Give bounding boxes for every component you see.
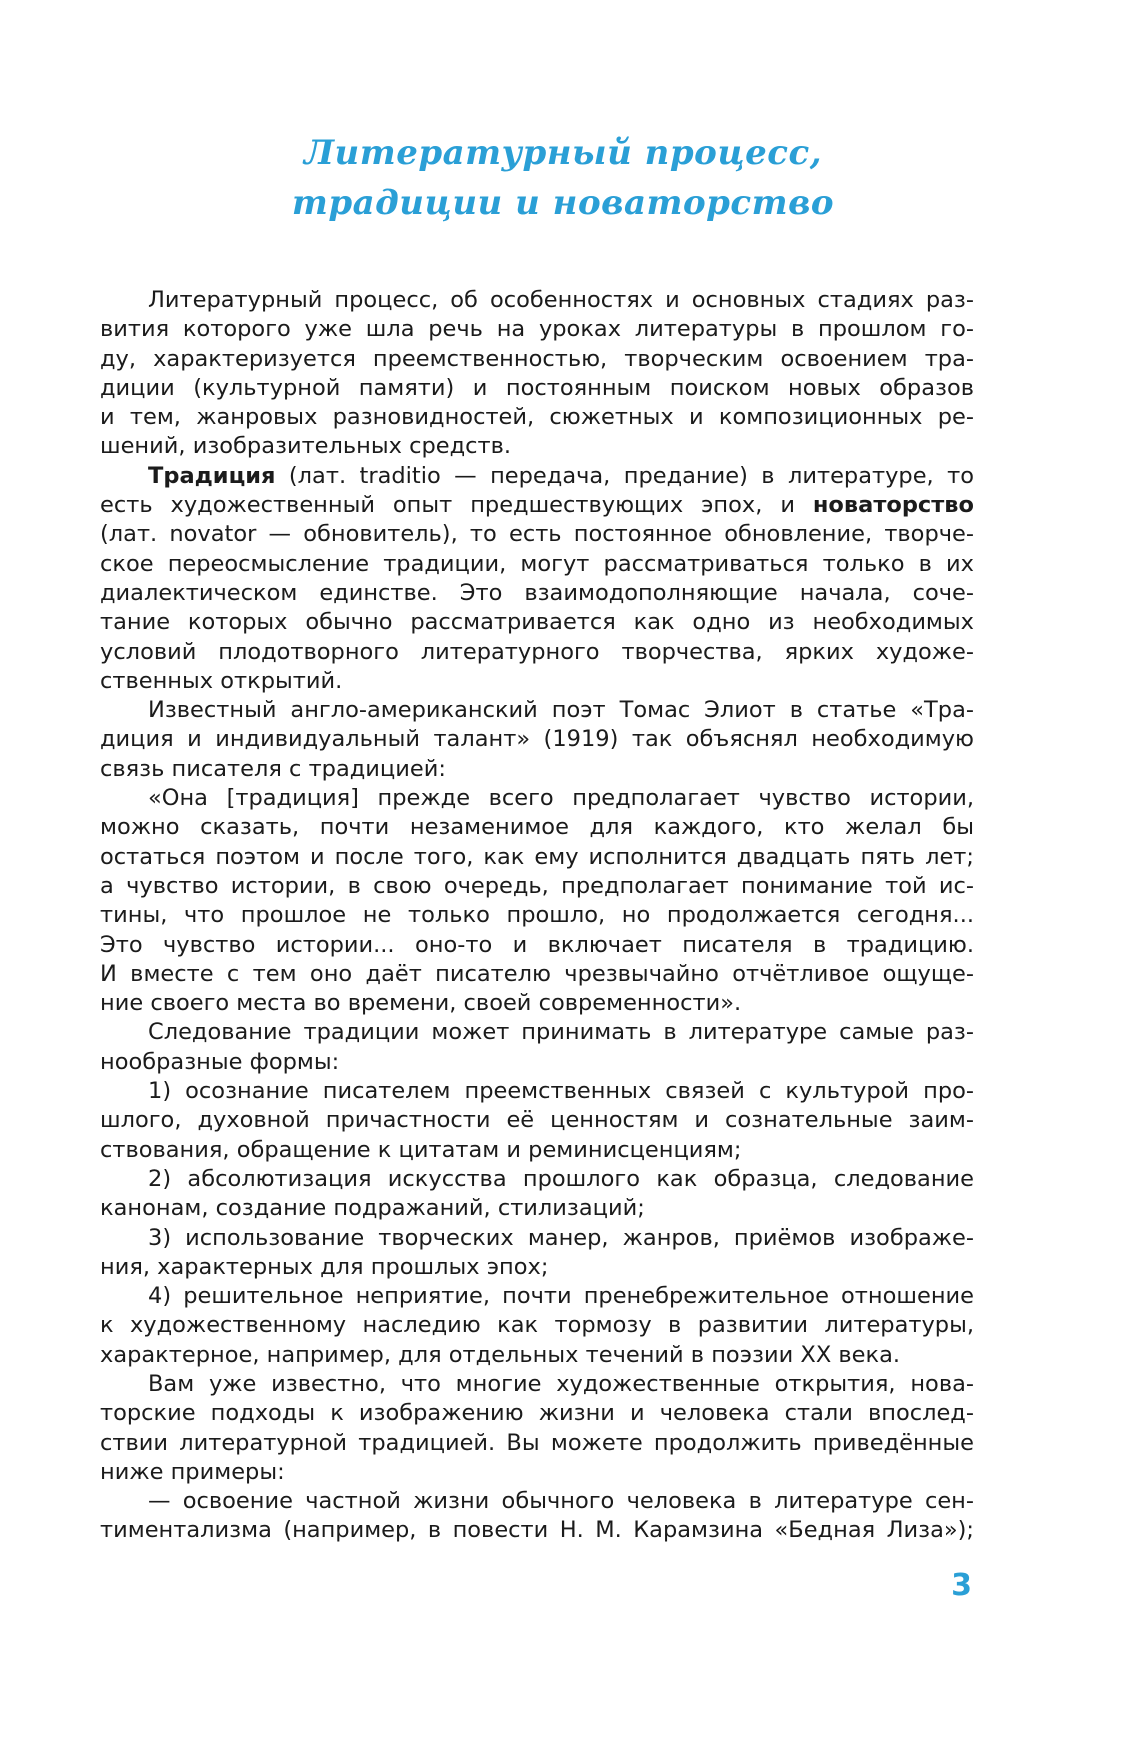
- text-span: Литературный процесс, об особенностях и основных стадиях раз-: [148, 287, 974, 313]
- text-span: характерное, например, для отдельных течений в поэзии XX века.: [100, 1341, 901, 1368]
- text-line: [100, 315, 974, 344]
- text-line: [100, 403, 974, 432]
- text-span: диция и индивидуальный талант» (1919) так объяснял необходимую: [100, 726, 974, 753]
- text-line: [100, 462, 974, 491]
- text-line: [100, 520, 974, 549]
- text-span: ния, характерных для прошлых эпох;: [100, 1253, 549, 1280]
- text-span: диции (культурной памяти) и постоянным поиском новых образов: [100, 374, 974, 401]
- body-text: [100, 286, 974, 1546]
- text-line: [100, 1429, 974, 1458]
- text-span: ствования, обращение к цитатам и реминисценциям;: [100, 1136, 742, 1163]
- text-line: [100, 1077, 974, 1106]
- text-span: ское переосмысление традиции, могут рассматриваться только в их: [100, 550, 974, 577]
- text-line: [100, 1048, 974, 1077]
- text-span: Следование традиции может принимать в литературе самые раз-: [148, 1019, 974, 1046]
- text-span: ду, характеризуется преемственностью, творческим освоением тра-: [100, 345, 974, 372]
- text-line: [100, 1018, 974, 1047]
- text-span: 4) решительное неприятие, почти пренебрежительное отношение: [148, 1283, 974, 1310]
- chapter-title: [0, 128, 1126, 228]
- text-span: шений, изобразительных средств.: [100, 433, 512, 460]
- text-span: И вместе с тем оно даёт писателю чрезвычайно отчётливое ощуще-: [100, 960, 974, 987]
- text-line: [100, 432, 974, 461]
- text-span: тиментализма (например, в повести Н. М. Карамзина «Бедная Лиза»);: [100, 1517, 974, 1544]
- text-line: [100, 872, 974, 901]
- text-line: [100, 374, 974, 403]
- text-span: торские подходы к изображению жизни и человека стали впослед-: [100, 1400, 974, 1427]
- text-line: [100, 1487, 974, 1516]
- text-line: [100, 1165, 974, 1194]
- text-line: [100, 608, 974, 637]
- text-line: [100, 755, 974, 784]
- text-span: 3) использование творческих манер, жанров, приёмов изображе-: [148, 1224, 974, 1251]
- text-line: [100, 696, 974, 725]
- text-span: Это чувство истории... оно-то и включает писателя в традицию.: [100, 931, 974, 958]
- text-line: [100, 960, 974, 989]
- page-number: 3: [951, 1568, 972, 1603]
- text-span: тание которых обычно рассматривается как одно из необходимых: [100, 609, 974, 636]
- text-span: «Она [традиция] прежде всего предполагает чувство истории,: [148, 785, 974, 812]
- text-line: [100, 843, 974, 872]
- text-span: нообразные формы:: [100, 1048, 340, 1075]
- text-line: [100, 1106, 974, 1135]
- text-line: [100, 931, 974, 960]
- text-span: канонам, создание подражаний, стилизаций;: [100, 1195, 645, 1222]
- term-bold: новаторство: [812, 492, 974, 519]
- text-line: [100, 286, 974, 315]
- text-line: [100, 1224, 974, 1253]
- text-line: [100, 901, 974, 930]
- text-span: ние своего места во времени, своей современности».: [100, 990, 742, 1017]
- text-span: вития которого уже шла речь на уроках литературы в прошлом го-: [100, 316, 974, 343]
- text-span: к художественному наследию как тормозу в развитии литературы,: [100, 1312, 974, 1339]
- text-span: и тем, жанровых разновидностей, сюжетных и композиционных ре-: [100, 404, 974, 431]
- text-line: [100, 491, 974, 520]
- text-line: [100, 1458, 974, 1487]
- text-span: тины, что прошлое не только прошло, но продолжается сегодня...: [100, 902, 974, 929]
- text-line: [100, 1311, 974, 1340]
- text-line: [100, 638, 974, 667]
- text-line: [100, 667, 974, 696]
- text-line: [100, 579, 974, 608]
- chapter-title-line-2: традиции и новаторство: [291, 183, 835, 223]
- text-span: (лат. traditio — передача, предание) в литературе, то: [275, 462, 974, 489]
- text-span: а чувство истории, в свою очередь, предполагает понимание той ис-: [100, 872, 974, 899]
- text-line: [100, 1194, 974, 1223]
- text-line: [100, 1341, 974, 1370]
- text-span: 2) абсолютизация искусства прошлого как образца, следование: [148, 1165, 974, 1192]
- text-span: ствии литературной традицией. Вы можете продолжить приведённые: [100, 1429, 974, 1456]
- text-span: диалектическом единстве. Это взаимодополняющие начала, соче-: [100, 579, 974, 606]
- text-line: [100, 345, 974, 374]
- text-span: есть художественный опыт предшествующих эпох, и: [100, 492, 813, 519]
- text-line: [100, 1136, 974, 1165]
- text-line: [100, 813, 974, 842]
- text-span: — освоение частной жизни обычного человека в литературе сен-: [148, 1488, 974, 1515]
- text-span: остаться поэтом и после того, как ему исполнится двадцать пять лет;: [100, 843, 974, 870]
- text-line: [100, 1253, 974, 1282]
- text-span: ниже примеры:: [100, 1458, 285, 1485]
- text-span: можно сказать, почти незаменимое для каждого, кто желал бы: [100, 814, 974, 841]
- text-span: условий плодотворного литературного творчества, ярких художе-: [100, 638, 974, 665]
- text-span: (лат. novator — обновитель), то есть постоянное обновление, творче-: [100, 521, 974, 548]
- text-span: 1) осознание писателем преемственных связей с культурой про-: [148, 1078, 974, 1105]
- text-line: [100, 1370, 974, 1399]
- text-span: связь писателя с традицией:: [100, 755, 446, 782]
- chapter-title-line-1: Литературный процесс,: [303, 133, 823, 173]
- text-line: [100, 784, 974, 813]
- text-line: [100, 989, 974, 1018]
- text-span: ственных открытий.: [100, 667, 343, 694]
- text-line: [100, 1399, 974, 1428]
- text-line: [100, 1516, 974, 1545]
- text-line: [100, 725, 974, 754]
- term-bold: Традиция: [148, 462, 276, 489]
- text-span: шлого, духовной причастности её ценностям и сознательные заим-: [100, 1107, 974, 1134]
- text-line: [100, 550, 974, 579]
- text-line: [100, 1282, 974, 1311]
- text-span: Вам уже известно, что многие художественные открытия, нова-: [148, 1370, 974, 1397]
- text-span: Известный англо-американский поэт Томас Элиот в статье «Тра-: [148, 697, 974, 724]
